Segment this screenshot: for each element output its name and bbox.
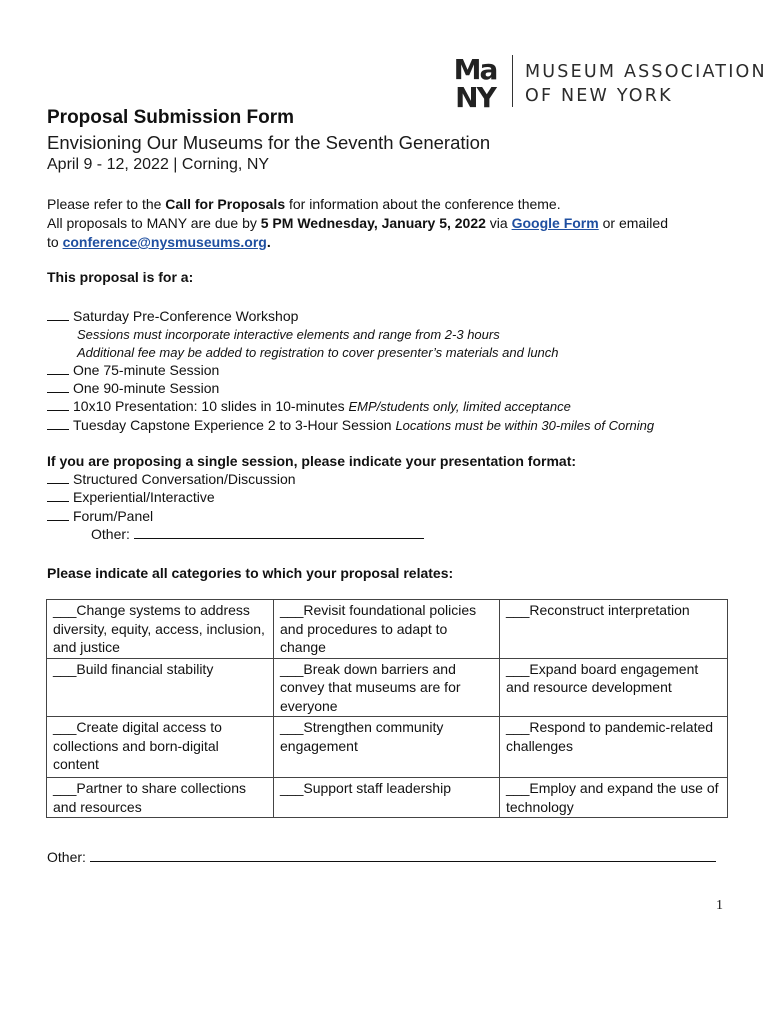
conference-email-link[interactable]: conference@nysmuseums.org xyxy=(62,234,267,250)
workshop-note-2: Additional fee may be added to registration to cover presenter’s materials and lunch xyxy=(77,345,559,360)
table-row xyxy=(47,717,728,778)
table-row xyxy=(47,778,728,818)
intro-line-1: Please refer to the Call for Proposals for information about the conference theme. xyxy=(47,196,561,212)
page-number: 1 xyxy=(716,898,723,913)
checkbox-blank[interactable] xyxy=(47,398,69,411)
many-logo xyxy=(447,53,767,109)
category-cell[interactable]: ___Support staff leadership xyxy=(274,778,500,818)
proposal-option-90min[interactable]: One 90-minute Session xyxy=(47,380,219,396)
category-cell[interactable]: ___Partner to share collections and resources xyxy=(47,778,274,818)
10x10-note: EMP/students only, limited acceptance xyxy=(348,399,571,414)
many-logo-mark xyxy=(447,53,503,109)
proposal-option-capstone[interactable]: Tuesday Capstone Experience 2 to 3-Hour Session Locations must be within 30-miles of Corning xyxy=(47,417,654,433)
categories-other-input-line[interactable] xyxy=(90,861,716,862)
conference-title: Envisioning Our Museums for the Seventh Generation xyxy=(47,132,491,153)
format-option-forum[interactable]: Forum/Panel xyxy=(47,508,153,524)
table-row xyxy=(47,600,728,659)
intro-line-2: All proposals to MANY are due by 5 PM Wednesday, January 5, 2022 via Google Form or emailed xyxy=(47,215,668,231)
format-option-experiential[interactable]: Experiential/Interactive xyxy=(47,489,215,505)
logo-text-line2: OF NEW YORK xyxy=(525,86,673,106)
proposal-option-workshop[interactable]: Saturday Pre-Conference Workshop xyxy=(47,308,298,324)
svg-text:NY: NY xyxy=(455,81,495,109)
google-form-link[interactable]: Google Form xyxy=(511,215,599,231)
format-other-input-line[interactable] xyxy=(134,538,424,539)
checkbox-blank[interactable] xyxy=(47,508,69,521)
intro-line-3: to conference@nysmuseums.org. xyxy=(47,234,271,250)
conference-date-location: April 9 - 12, 2022 | Corning, NY xyxy=(47,156,270,173)
category-cell[interactable]: ___Revisit foundational policies and procedures to adapt to change xyxy=(274,600,500,659)
category-cell[interactable]: ___Expand board engagement and resource development xyxy=(500,658,728,717)
proposal-option-10x10[interactable]: 10x10 Presentation: 10 slides in 10-minutes EMP/students only, limited acceptance xyxy=(47,398,571,414)
proposal-type-heading: This proposal is for a: xyxy=(47,269,194,285)
call-for-proposals-text: Call for Proposals xyxy=(165,196,286,212)
format-other-field[interactable]: Other: xyxy=(91,526,424,542)
categories-heading: Please indicate all categories to which your proposal relates: xyxy=(47,565,454,581)
categories-other-field[interactable]: Other: xyxy=(47,849,716,865)
category-cell[interactable]: ___Break down barriers and convey that museums are for everyone xyxy=(274,658,500,717)
workshop-note-1: Sessions must incorporate interactive elements and range from 2-3 hours xyxy=(77,327,500,342)
category-cell[interactable]: ___Create digital access to collections and born-digital content xyxy=(47,717,274,778)
format-option-conversation[interactable]: Structured Conversation/Discussion xyxy=(47,471,296,487)
form-title: Proposal Submission Form xyxy=(47,107,295,128)
category-cell[interactable]: ___Build financial stability xyxy=(47,658,274,717)
deadline-text: 5 PM Wednesday, January 5, 2022 xyxy=(260,215,486,231)
svg-text:Ma: Ma xyxy=(453,53,497,86)
checkbox-blank[interactable] xyxy=(47,489,69,502)
logo-text-line1: MUSEUM ASSOCIATION xyxy=(525,62,767,82)
checkbox-blank[interactable] xyxy=(47,417,69,430)
checkbox-blank[interactable] xyxy=(47,471,69,484)
logo-divider xyxy=(512,55,513,107)
format-heading: If you are proposing a single session, please indicate your presentation format: xyxy=(47,453,577,469)
checkbox-blank[interactable] xyxy=(47,362,69,375)
category-cell[interactable]: ___Employ and expand the use of technology xyxy=(500,778,728,818)
checkbox-blank[interactable] xyxy=(47,308,69,321)
category-cell[interactable]: ___Respond to pandemic-related challenges xyxy=(500,717,728,778)
table-row xyxy=(47,658,728,717)
capstone-note: Locations must be within 30-miles of Corning xyxy=(395,418,655,433)
checkbox-blank[interactable] xyxy=(47,380,69,393)
proposal-option-75min[interactable]: One 75-minute Session xyxy=(47,362,219,378)
categories-table xyxy=(46,599,728,818)
category-cell[interactable]: ___Strengthen community engagement xyxy=(274,717,500,778)
category-cell[interactable]: ___Change systems to address diversity, equity, access, inclusion, and justice xyxy=(47,600,274,659)
category-cell[interactable]: ___Reconstruct interpretation xyxy=(500,600,728,659)
